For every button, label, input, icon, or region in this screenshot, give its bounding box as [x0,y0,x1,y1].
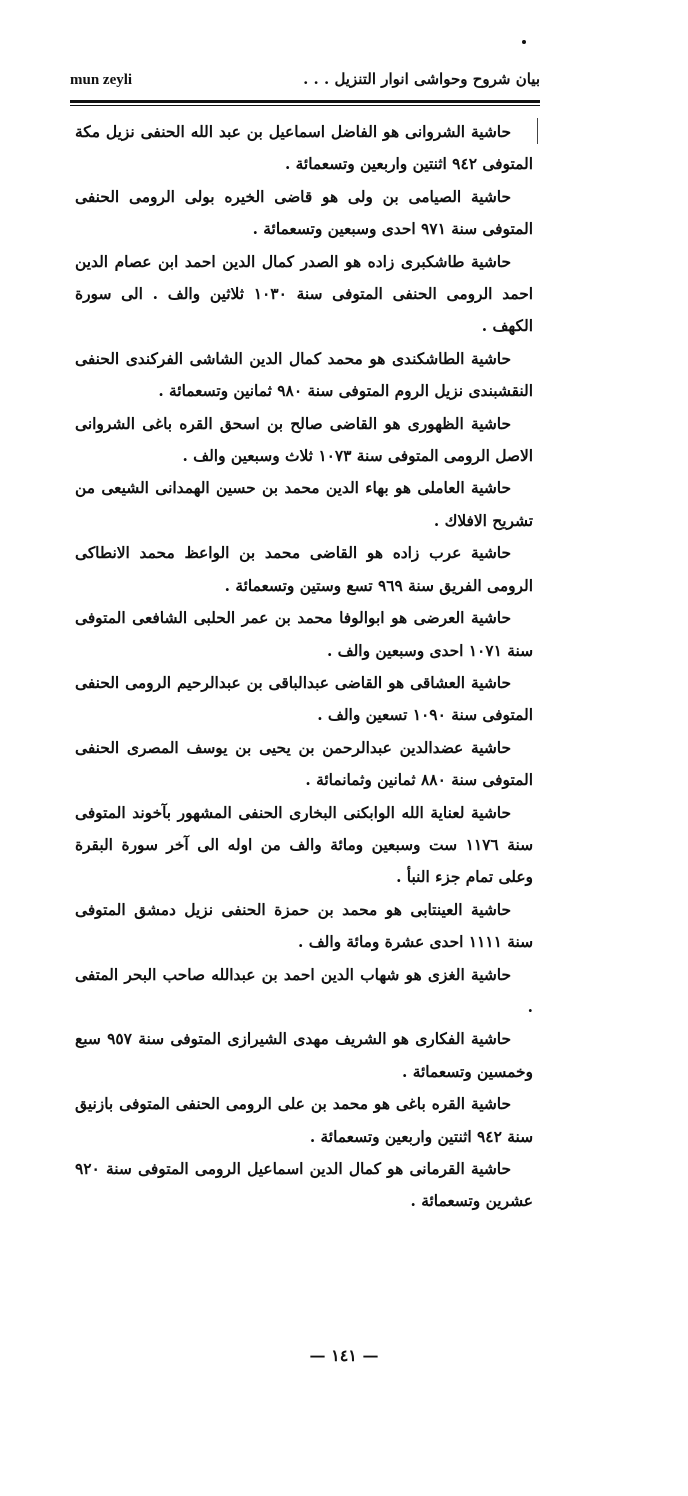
header-rule-thick [70,100,540,103]
entry: حاشية الصيامى بن ولى هو قاضى الخيره بولى الرومى الحنفى المتوفى سنة ٩٧١ احدى وسبعين وتسعمائة . [75,187,533,239]
entry: حاشية العرضى هو ابوالوفا محمد بن عمر الحلبى الشافعى المتوفى سنة ١٠٧١ احدى وسبعين والف . [75,609,533,660]
page-number: — ١٤١ — [309,1346,379,1365]
entry: حاشية الفكارى هو الشريف مهدى الشيرازى المتوفى سنة ٩٥٧ سبع وخمسين وتسعمائة . [75,1030,533,1081]
entries-list [75,116,533,1218]
running-header [70,70,540,96]
entry: حاشية الطاشكندى هو محمد كمال الدين الشاشى الفركندى الحنفى النقشبندى نزيل الروم المتوفى سنة ٩٨٠ ثمانين وتسعمائة . [75,349,533,401]
entry: حاشية عضدالدين عبدالرحمن بن يحيى بن يوسف المصرى الحنفى المتوفى سنة ٨٨٠ ثمانين وثمانمائة . [75,738,533,790]
entry: حاشية العاملى هو بهاء الدين محمد بن حسين الهمدانى الشيعى من تشريح الافلاك . [75,479,533,530]
header-title: بيان شروح وحواشى انوار التنزيل . . . [303,70,540,88]
entry: حاشية عرب زاده هو القاضى محمد بن الواعظ محمد الانطاكى الرومى الفريق سنة ٩٦٩ تسع وستين وتسعمائة . [75,544,533,595]
entry: حاشية العينتابى هو محمد بن حمزة الحنفى نزيل دمشق المتوفى سنة ١١١١ احدى عشرة ومائة والف . [75,900,533,952]
entry: حاشية الشروانى هو الفاضل اسماعيل بن عبد الله الحنفى نزيل مكة المتوفى ٩٤٢ اثنتين واربعين وتسعمائة . [75,123,533,174]
header-rule-thin [70,105,540,106]
header-latin-label: mun zeyli [70,72,133,88]
entry: حاشية الظهورى هو القاضى صالح بن اسحق القره باغى الشروانى الاصل الرومى المتوفى سنة ١٠٧٣ ثلاث وسبعين والف . [75,414,533,466]
entry: حاشية لعناية الله الوابكنى البخارى الحنفى المشهور بآخوند المتوفى سنة ١١٧٦ ست وسبعين ومائة والف من اوله الى آخر سورة البقرة وعلى تمام جزء النبأ . [75,803,533,887]
entry: حاشية العشاقى هو القاضى عبدالباقى بن عبدالرحيم الرومى الحنفى المتوفى سنة ١٠٩٠ تسعين والف . [75,673,533,725]
margin-mark [537,118,538,144]
entry: حاشية القرمانى هو كمال الدين اسماعيل الرومى المتوفى سنة ٩٢٠ عشرين وتسعمائة . [75,1160,533,1211]
entry: حاشية طاشكبرى زاده هو الصدر كمال الدين احمد ابن عصام الدين احمد الرومى الحنفى المتوفى سنة ١٠٣٠ ثلاثين والف . الى سورة الكهف . [75,252,533,336]
entry: حاشية الغزى هو شهاب الدين احمد بن عبدالله صاحب البحر المتفى . [75,965,533,1016]
ink-dot [522,40,526,44]
entry: حاشية القره باغى هو محمد بن على الرومى الحنفى المتوفى بازنيق سنة ٩٤٢ اثنتين واربعين وتسعمائة . [75,1095,533,1146]
